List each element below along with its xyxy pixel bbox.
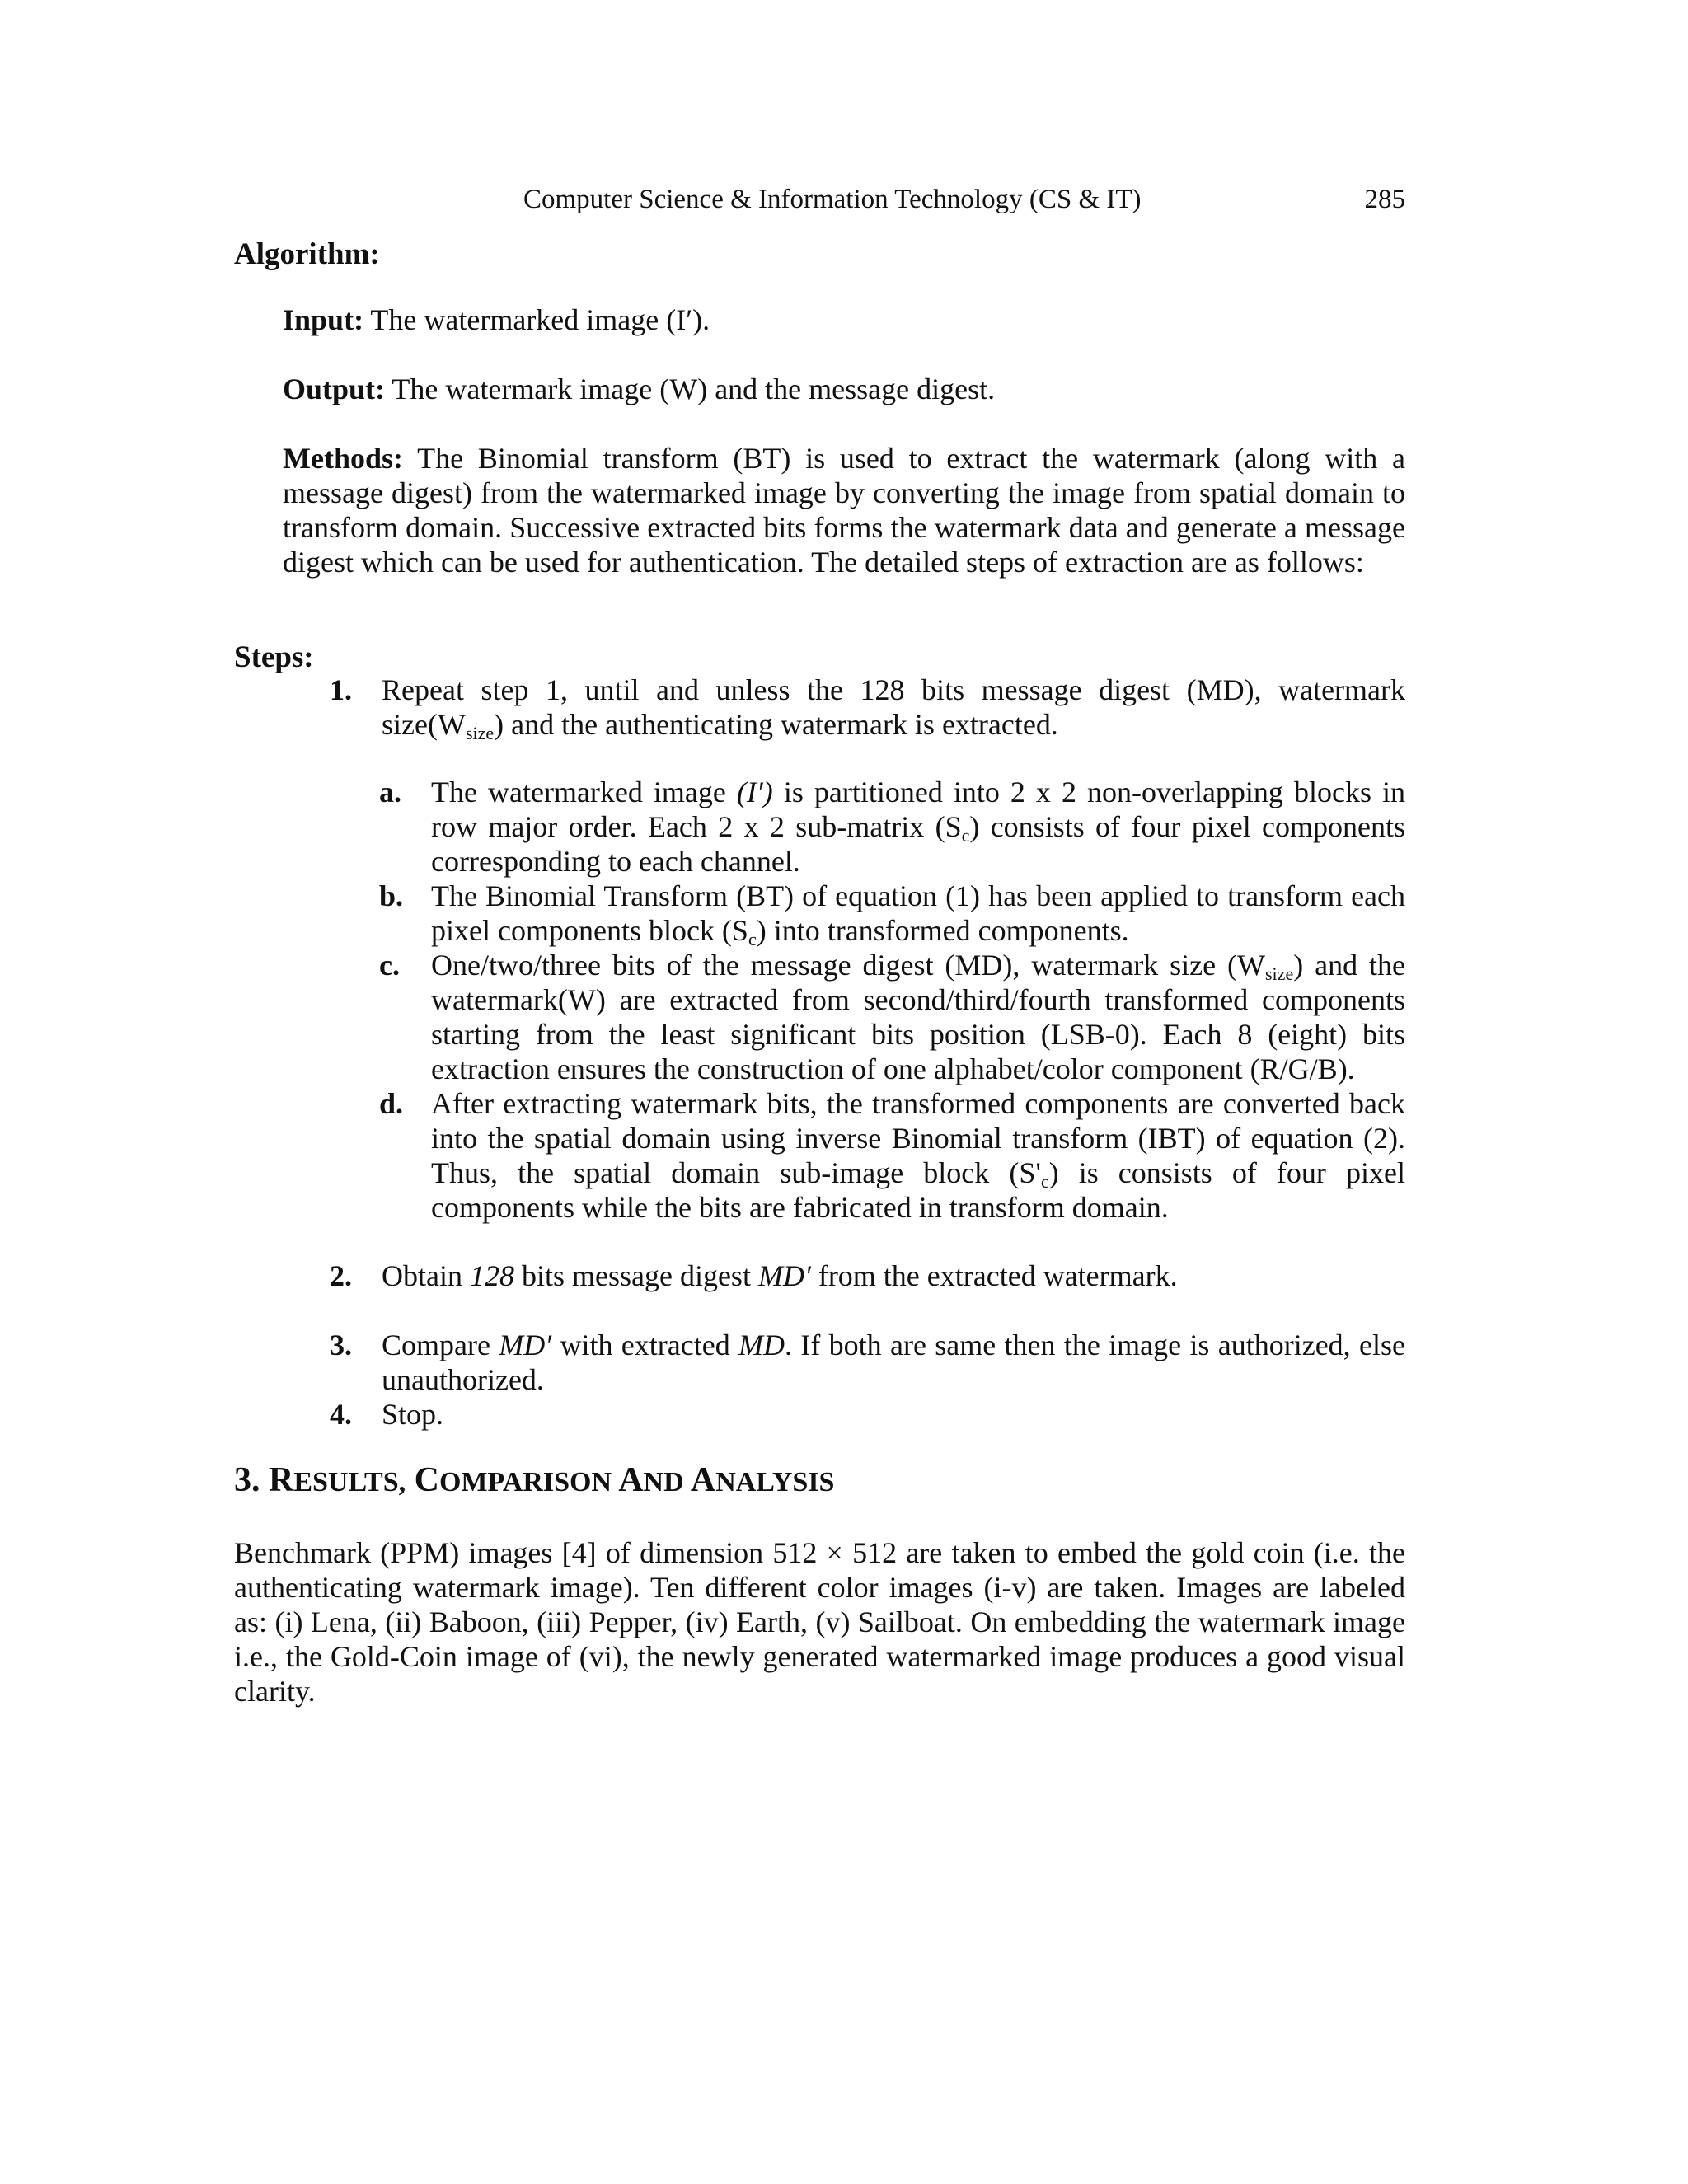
step-number: 4. [330,1398,352,1431]
step-text-part: Repeat step 1, until and unless the 128 bits message digest (MD), watermark size(W [382,673,1405,741]
italic-term: (I′) [736,776,773,808]
step-text-part: with extracted [551,1329,739,1361]
results-paragraph: Benchmark (PPM) images [4] of dimension 512 × 512 are taken to embed the gold coin (i.e. the authenticating watermark image). Ten different color images (i-v) are taken. Images are labeled as: (i) Lena, (ii) Baboon, (iii) Pepper, (iv) Earth, (v) Sailboat. On embedding the watermark image i.e., the Gold-Coin image of (vi), the newly generated watermarked image produces a good visual clarity. [234,1536,1405,1708]
substep-label: d. [379,1087,404,1120]
italic-term: 128 [469,1259,514,1292]
substep-a [379,775,1405,879]
substep-text [431,775,1405,879]
substep-text [431,948,1405,1086]
input-line [283,302,1405,337]
section-number: 3. [234,1461,260,1499]
heading-smallcaps: ESULTS, [293,1467,406,1497]
step-4 [330,1397,1405,1432]
substep-label: a. [379,776,401,808]
italic-term: MD′ [757,1259,811,1292]
step-text-part: . If both are same then the image is authorized, else unauthorized. [382,1329,1405,1396]
subscript: size [1265,963,1294,984]
step-text [382,1328,1405,1397]
page-number: 285 [1364,185,1405,214]
substep-b [379,879,1405,948]
subscript: size [465,723,495,743]
substep-text-part: One/two/three bits of the message digest (MD), watermark size (W [431,949,1265,982]
output-text: The watermark image (W) and the message digest. [392,373,996,405]
subscript: c [748,929,757,949]
output-line [283,372,1405,406]
substep-d [379,1086,1405,1225]
methods-text: The Binomial transform (BT) is used to extract the watermark (along with a message digest) from the watermarked image by converting the image from spatial domain to transform domain. Successive extracted bits forms the watermark data and generate a message digest which can be used for authentication. The detailed steps of extraction are as follows: [283,442,1405,579]
methods-paragraph [283,441,1405,579]
italic-term: MD [738,1329,785,1361]
heading-smallcaps: NALYSIS [715,1467,835,1497]
step-number: 3. [330,1329,352,1361]
step-text-part: Obtain [382,1259,470,1292]
substep-text [431,1086,1405,1225]
step-1 [330,673,1405,742]
italic-term: MD′ [499,1329,552,1361]
step-text-part: ) and the authenticating watermark is extracted. [494,708,1058,741]
step-text-part: from the extracted watermark. [810,1259,1178,1292]
output-label: Output: [283,373,386,405]
heading-initial: A [690,1461,716,1499]
subscript: c [1040,1171,1049,1192]
substep-label: b. [379,879,404,912]
substep-text-part: is partitioned into 2 x 2 non-overlapping blocks in row major order. Each 2 x 2 sub-matrix (S [431,776,1405,843]
input-text: The watermarked image (I′). [370,303,710,336]
step-number: 1. [330,673,352,706]
substep-text-part: After extracting watermark bits, the transformed components are converted back into the spatial domain using inverse Binomial transform (IBT) of equation (2). Thus, the spatial domain sub-image block (S' [431,1087,1405,1189]
steps-heading: Steps: [234,640,314,674]
subscript: c [961,825,970,846]
heading-initial: C [414,1461,439,1499]
methods-label: Methods: [283,442,403,475]
heading-initial: A [618,1461,644,1499]
algorithm-heading: Algorithm: [234,237,380,271]
step-3 [330,1328,1405,1397]
substep-label: c. [379,949,400,982]
substep-text-part: ) and the watermark(W) are extracted from second/third/fourth transformed components starting from the least significant bits position (LSB-0). Each 8 (eight) bits extraction ensures the construction of one alphabet/color component (R/G/B). [431,949,1405,1085]
substep-text-part: ) consists of four pixel components corresponding to each channel. [431,810,1406,878]
substep-text-part: The Binomial Transform (BT) of equation (1) has been applied to transform each pixel components block (S [431,879,1405,947]
substep-text-part: ) into transformed components. [756,914,1129,947]
input-label: Input: [283,303,364,336]
heading-smallcaps: ND [643,1467,684,1497]
step-number: 2. [330,1259,352,1292]
step-text-part: bits message digest [513,1259,758,1292]
substep-text [431,879,1405,948]
running-header: Computer Science & Information Technology (CS & IT) [523,185,1142,214]
heading-initial: R [269,1461,294,1499]
step-text [382,673,1405,742]
step-text: Stop. [382,1398,444,1431]
step-2 [330,1258,1405,1293]
heading-smallcaps: OMPARISON [438,1467,612,1497]
step-text-part: Compare [382,1329,499,1361]
step-text [382,1258,1405,1293]
substep-c [379,948,1405,1086]
section-heading [234,1457,834,1506]
substep-text-part: ) is consists of four pixel components while the bits are fabricated in transform domain. [431,1156,1405,1224]
substep-text-part: The watermarked image [431,776,737,808]
